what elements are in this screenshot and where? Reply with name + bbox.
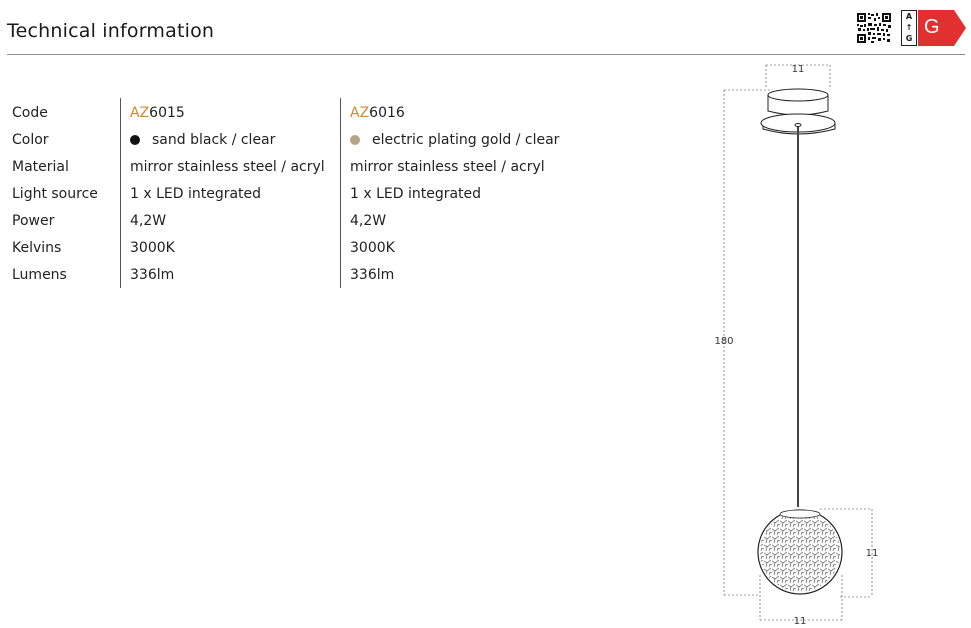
color-dot-icon [130,135,140,145]
code-prefix: AZ [130,105,150,121]
product-kelvins: 3000K [130,240,175,256]
product-lumens: 336lm [350,267,395,283]
label-light-source: Light source [12,186,98,202]
product-kelvins: 3000K [350,240,395,256]
product-column-az6016 [350,102,559,291]
column-divider [120,98,121,288]
globe-height-label: 11 [865,548,879,559]
color-dot-icon [350,135,360,145]
product-code [130,102,325,129]
color-name: electric plating gold / clear [372,132,560,148]
energy-grade: G [924,16,940,38]
energy-label [901,10,967,46]
energy-scale-bottom: G [905,34,913,43]
code-number: 6015 [149,105,185,121]
total-height-label: 180 [714,336,734,347]
label-kelvins: Kelvins [12,240,62,256]
globe-width-label: 11 [793,616,807,627]
product-light-source: 1 x LED integrated [350,186,482,202]
code-number: 6016 [369,105,405,121]
energy-scale-arrow-icon: ↑ [905,23,913,32]
globe-shade [758,510,842,594]
product-material: mirror stainless steel / acryl [350,159,545,175]
label-code: Code [12,105,48,121]
energy-scale [901,10,917,46]
label-power: Power [12,213,55,229]
spec-labels [12,102,98,291]
page-title: Technical information [7,20,215,42]
canopy-width-label: 11 [791,64,805,75]
energy-scale-top: A [905,12,913,21]
product-power: 4,2W [130,213,167,229]
label-lumens: Lumens [12,267,67,283]
product-color [130,129,325,156]
pendant-lamp-drawing [700,55,890,628]
label-material: Material [12,159,69,175]
product-code [350,102,559,129]
product-color [350,129,559,156]
product-column-az6015 [130,102,325,291]
label-color: Color [12,132,49,148]
product-power: 4,2W [350,213,387,229]
color-name: sand black / clear [152,132,276,148]
column-divider [340,98,341,288]
product-lumens: 336lm [130,267,175,283]
product-material: mirror stainless steel / acryl [130,159,325,175]
qr-code-icon[interactable] [856,12,892,44]
product-light-source: 1 x LED integrated [130,186,262,202]
code-prefix: AZ [350,105,370,121]
